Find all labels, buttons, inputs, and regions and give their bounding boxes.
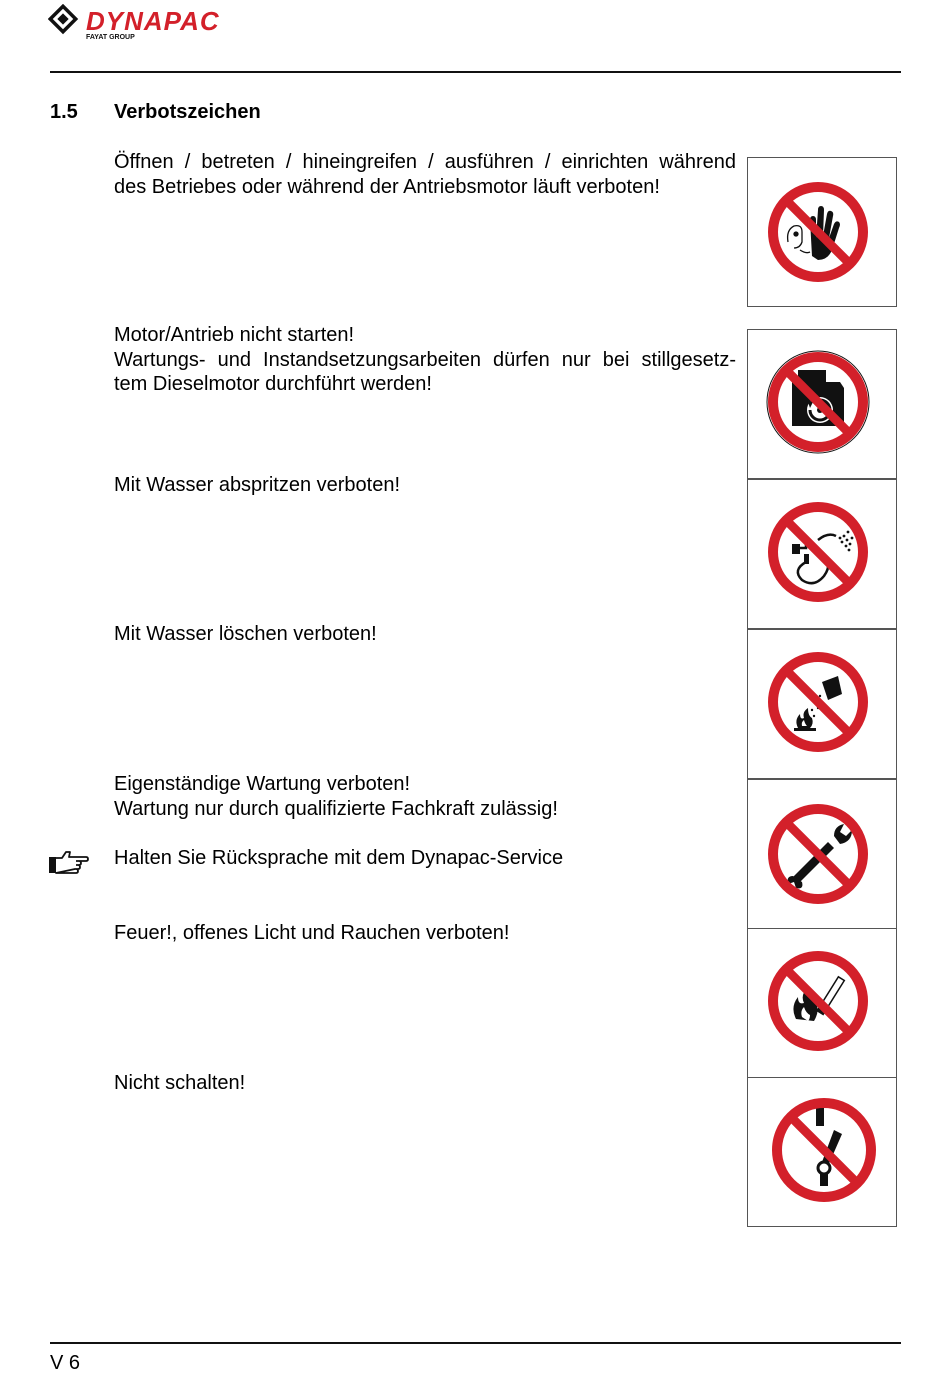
item-2-line-3: tem Dieselmotor durchführt werden! bbox=[114, 373, 432, 395]
no-water-spray-icon bbox=[747, 479, 897, 629]
no-start-motor-icon bbox=[747, 329, 897, 479]
brand-wordmark: DYNAPAC bbox=[86, 6, 220, 36]
item-2-text bbox=[114, 323, 736, 397]
item-1-line-1: Öffnen / betreten / hineingreifen / ausführen / einrichten während bbox=[114, 151, 736, 173]
page-number: V 6 bbox=[50, 1352, 81, 1374]
item-5-line-1: Eigenständige Wartung verboten! bbox=[114, 773, 411, 795]
item-7-text bbox=[114, 1071, 736, 1096]
no-access-hand-icon bbox=[747, 157, 897, 307]
item-6-line-1: Feuer!, offenes Licht und Rauchen verboten! bbox=[114, 922, 510, 944]
item-2-line-1: Motor/Antrieb nicht starten! bbox=[114, 324, 355, 346]
no-water-extinguish-icon bbox=[747, 629, 897, 779]
no-maintenance-wrench-icon bbox=[747, 779, 897, 929]
section-number: 1.5 bbox=[50, 101, 78, 123]
item-5-text bbox=[114, 772, 736, 821]
diamond-logo-icon bbox=[50, 6, 75, 31]
item-1-line-2: des Betriebes oder während der Antriebsmotor läuft verboten! bbox=[114, 175, 660, 198]
pointing-hand-icon bbox=[46, 846, 90, 876]
note-line: Halten Sie Rücksprache mit dem Dynapac-Service bbox=[114, 847, 564, 869]
brand-subline: FAYAT GROUP bbox=[86, 34, 135, 41]
item-1-text bbox=[114, 150, 736, 199]
no-open-flame-smoking-icon bbox=[747, 928, 897, 1078]
item-3-line-1: Mit Wasser abspritzen verboten! bbox=[114, 474, 401, 496]
header-rule bbox=[50, 71, 901, 73]
item-3-text bbox=[114, 473, 736, 498]
item-4-text bbox=[114, 622, 736, 647]
item-7-line-1: Nicht schalten! bbox=[114, 1072, 246, 1094]
section-title: Verbotszeichen bbox=[114, 101, 261, 123]
item-5-line-2: Wartung nur durch qualifizierte Fachkraft zulässig! bbox=[114, 797, 558, 820]
note-text bbox=[114, 846, 736, 871]
item-4-line-1: Mit Wasser löschen verboten! bbox=[114, 623, 377, 645]
footer-rule bbox=[50, 1342, 901, 1344]
no-switching-icon bbox=[747, 1077, 897, 1227]
item-2-line-2: Wartungs- und Instandsetzungsarbeiten dürfen nur bei stillgesetz- bbox=[114, 348, 736, 371]
dynapac-logo bbox=[48, 4, 308, 44]
item-6-text bbox=[114, 921, 736, 946]
